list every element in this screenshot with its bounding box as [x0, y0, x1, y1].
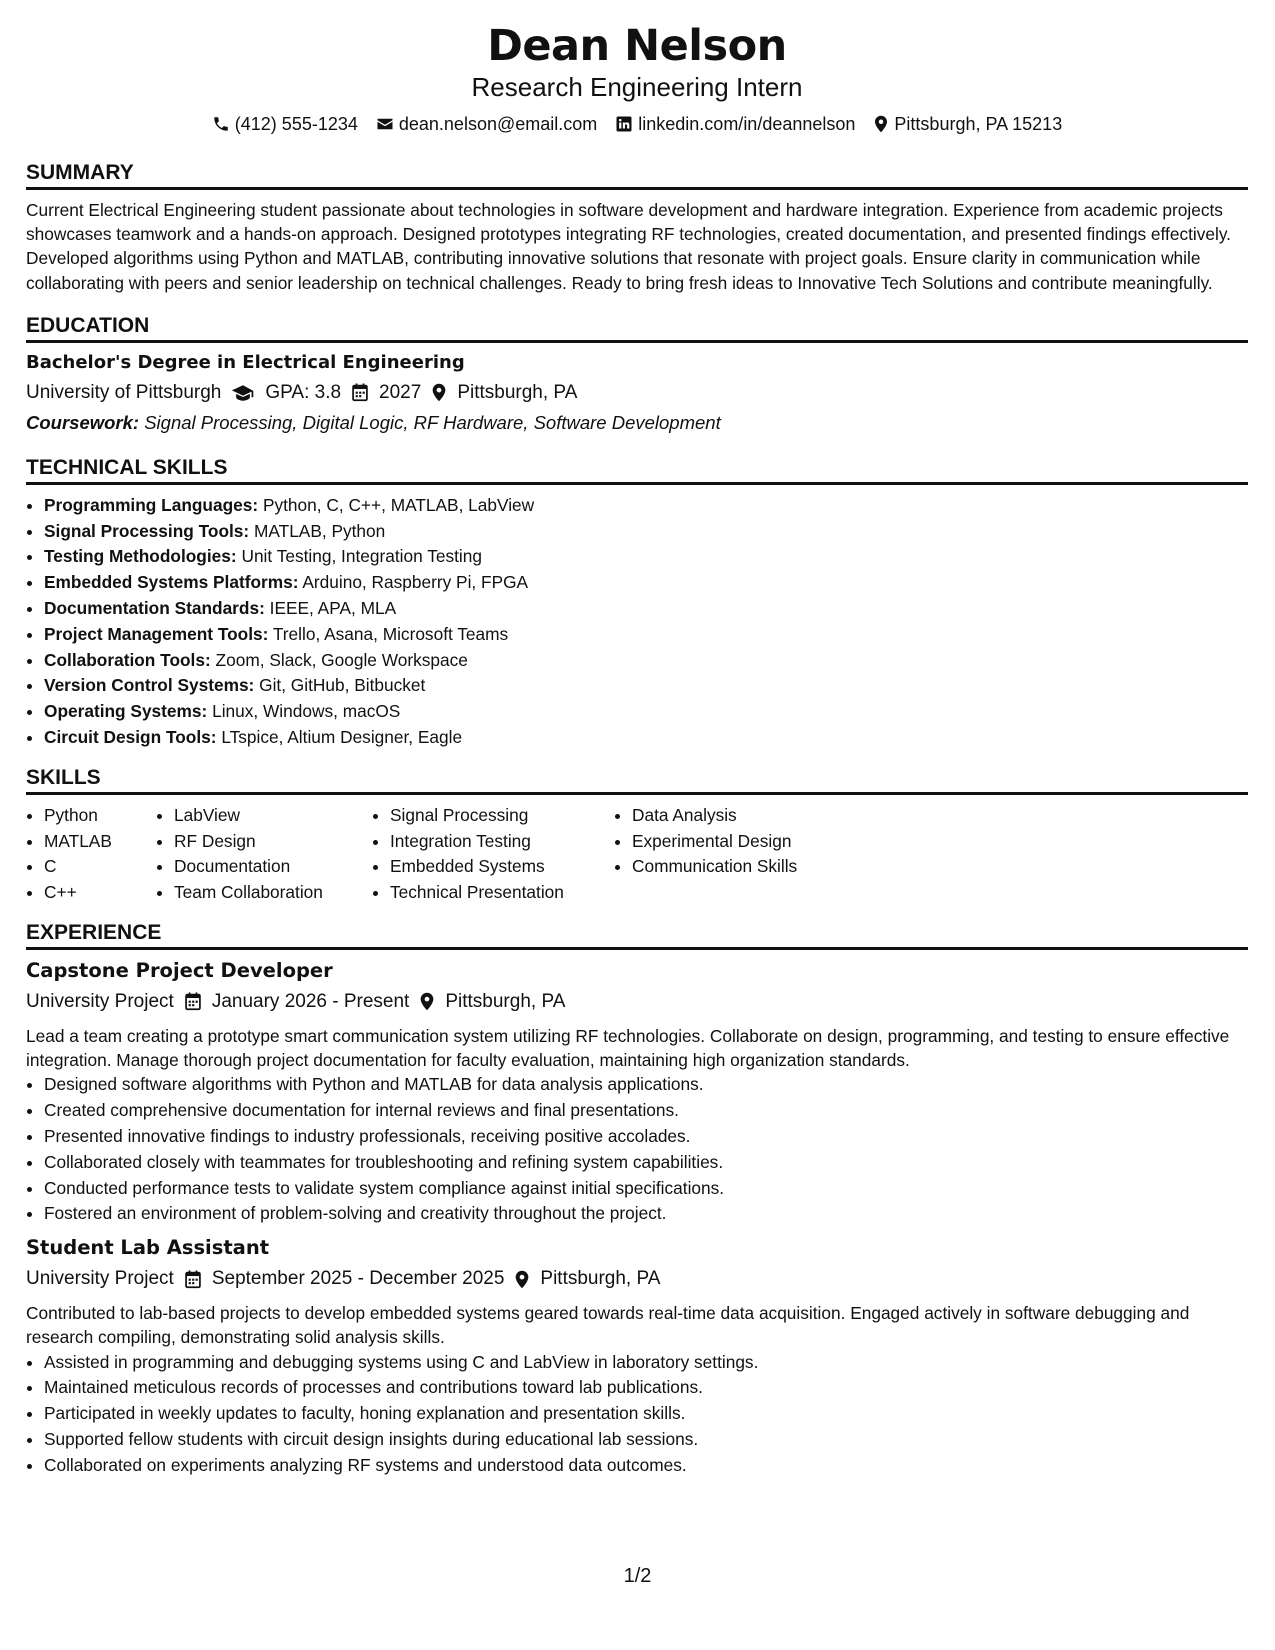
summary-section: [26, 160, 1248, 295]
list-item: • Collaborated on experiments analyzing RF systems and understood data outcomes.: [44, 1453, 1248, 1479]
list-item: [44, 725, 1248, 751]
list-item: [44, 519, 1248, 545]
education-heading: EDUCATION: [26, 313, 1248, 343]
skills-section: [26, 765, 1248, 906]
list-item: • Conducted performance tests to validate system compliance against initial specifications.: [44, 1176, 1248, 1202]
list-item: [44, 648, 1248, 674]
linkedin-icon: [615, 115, 633, 133]
list-item: • LabView: [174, 803, 372, 829]
job-description: Lead a team creating a prototype smart communication system utilizing RF technologies. Collaborate on design, programming, and testing to ensure effective integration. Manage thorough project documentation for faculty evaluation, maintaining high organization standards.: [26, 1025, 1230, 1071]
list-item: • Fostered an environment of problem-solving and creativity throughout the project.: [44, 1201, 1248, 1227]
technical-skills-heading: TECHNICAL SKILLS: [26, 455, 1248, 485]
job-dates: September 2025 - December 2025: [211, 1268, 505, 1290]
contact-email: [376, 112, 597, 136]
skill-label: Operating Systems:: [44, 701, 208, 722]
skills-column-2: [156, 803, 372, 906]
skills-column-4: [614, 803, 872, 906]
list-item: • Experimental Design: [632, 829, 872, 855]
skill-label: Testing Methodologies:: [44, 546, 237, 567]
envelope-icon: [376, 115, 394, 133]
calendar-icon: [351, 383, 369, 402]
technical-skills-section: [26, 455, 1248, 751]
list-item: • MATLAB: [44, 829, 156, 855]
list-item: [44, 622, 1248, 648]
calendar-icon: [184, 992, 202, 1011]
list-item: • RF Design: [174, 829, 372, 855]
job-description: Contributed to lab-based projects to develop embedded systems geared towards real-time data acquisition. Engaged actively in software debugging and research compiling, demonstrating solid analysis skills.: [26, 1303, 1190, 1348]
location-text: Pittsburgh, PA 15213: [894, 114, 1063, 134]
skill-value: IEEE, APA, MLA: [269, 598, 397, 618]
list-item: • Integration Testing: [390, 829, 614, 855]
list-item: • Python: [44, 803, 156, 829]
job-entry: [26, 1235, 1248, 1478]
list-item: [44, 493, 1248, 519]
skill-label: Circuit Design Tools:: [44, 726, 217, 747]
job-title: Capstone Project Developer: [26, 958, 333, 982]
contact-linkedin: [615, 112, 855, 136]
job-location: Pittsburgh, PA: [540, 1268, 661, 1290]
list-item: • Embedded Systems: [390, 854, 614, 880]
list-item: • Created comprehensive documentation for internal reviews and final presentations.: [44, 1098, 1248, 1124]
list-item: • Team Collaboration: [174, 880, 372, 906]
experience-section: [26, 920, 1248, 1479]
contact-location: [873, 112, 1062, 136]
list-item: • Collaborated closely with teammates for troubleshooting and refining system capabilities.: [44, 1150, 1248, 1176]
skills-columns: [26, 803, 1248, 906]
skills-column-1: [26, 803, 156, 906]
job-org: University Project: [26, 1268, 174, 1290]
skill-label: Signal Processing Tools:: [44, 520, 250, 541]
linkedin-text: linkedin.com/in/deannelson: [638, 114, 856, 134]
technical-skills-list: [26, 493, 1248, 751]
list-item: • Technical Presentation: [390, 880, 614, 906]
education-section: [26, 313, 1248, 437]
list-item: [44, 596, 1248, 622]
list-item: • Communication Skills: [632, 854, 872, 880]
skill-label: Documentation Standards:: [44, 598, 265, 618]
education-meta: [26, 379, 1248, 407]
list-item: • Presented innovative findings to industry professionals, receiving positive accolades.: [44, 1124, 1248, 1150]
skills-heading: SKILLS: [26, 765, 1248, 795]
skill-value: Unit Testing, Integration Testing: [241, 546, 482, 567]
list-item: • Assisted in programming and debugging systems using C and LabView in laboratory settings.: [44, 1350, 1248, 1376]
job-entry: [26, 958, 1248, 1227]
page-number: 1/2: [623, 1565, 652, 1587]
job-bullets: [26, 1072, 1248, 1227]
skill-value: MATLAB, Python: [254, 520, 386, 541]
degree-title: Bachelor's Degree in Electrical Engineering: [26, 351, 465, 373]
skill-label: Project Management Tools:: [44, 623, 269, 644]
list-item: • Documentation: [174, 854, 372, 880]
phone-text: (412) 555-1234: [234, 114, 358, 134]
list-item: • C: [44, 854, 156, 880]
job-meta: [26, 1265, 1248, 1293]
list-item: [44, 570, 1248, 596]
skill-value: Trello, Asana, Microsoft Teams: [272, 623, 509, 644]
skill-value: Python, C, C++, MATLAB, LabView: [262, 494, 535, 515]
list-item: • Designed software algorithms with Python and MATLAB for data analysis applications.: [44, 1072, 1248, 1098]
job-dates: January 2026 - Present: [211, 990, 410, 1012]
map-pin-icon: [419, 992, 435, 1011]
school-name: University of Pittsburgh: [26, 381, 222, 403]
coursework-line: [26, 409, 1248, 437]
list-item: • Data Analysis: [632, 803, 872, 829]
job-location: Pittsburgh, PA: [445, 990, 566, 1012]
skill-value: LTspice, Altium Designer, Eagle: [221, 726, 463, 747]
education-location: Pittsburgh, PA: [457, 381, 578, 403]
candidate-role: Research Engineering Intern: [471, 72, 803, 102]
job-meta: [26, 988, 1248, 1016]
contact-phone: [212, 112, 358, 136]
skill-value: Git, GitHub, Bitbucket: [259, 675, 426, 696]
skills-column-3: [372, 803, 614, 906]
graduation-year: 2027: [379, 381, 422, 403]
gpa-text: GPA: 3.8: [265, 381, 342, 403]
coursework-list: Signal Processing, Digital Logic, RF Hardware, Software Development: [144, 411, 721, 433]
skill-label: Programming Languages:: [44, 494, 259, 515]
skill-value: Linux, Windows, macOS: [212, 701, 401, 722]
skill-label: Embedded Systems Platforms:: [44, 572, 299, 593]
list-item: • Signal Processing: [390, 803, 614, 829]
job-title: Student Lab Assistant: [26, 1236, 270, 1260]
skill-label: Collaboration Tools:: [44, 649, 211, 670]
candidate-name: Dean Nelson: [487, 21, 787, 71]
phone-icon: [212, 115, 230, 133]
resume-header: [26, 20, 1248, 136]
resume-page: [26, 20, 1248, 1479]
map-pin-icon: [431, 383, 447, 402]
list-item: [44, 673, 1248, 699]
skill-value: Arduino, Raspberry Pi, FPGA: [302, 572, 529, 593]
contact-line: [26, 112, 1248, 136]
map-pin-icon: [514, 1270, 530, 1289]
calendar-icon: [184, 1270, 202, 1289]
summary-text: Current Electrical Engineering student passionate about technologies in software development and hardware integration. Experience from academic projects showcases teamwork and a hands-on approach. Designed prototypes integrating RF technologies, created documentation, and presented findings effectively. Developed algorithms using Python and MATLAB, contributing innovative solutions that resonate with project goals. Ensure clarity in communication while collaborating with peers and senior leadership on technical challenges. Ready to bring fresh ideas to Innovative Tech Solutions and contribute meaningfully.: [26, 200, 1231, 293]
list-item: • Supported fellow students with circuit design insights during educational lab sessions.: [44, 1427, 1248, 1453]
list-item: [44, 544, 1248, 570]
email-text: dean.nelson@email.com: [398, 114, 598, 134]
list-item: [44, 699, 1248, 725]
coursework-label: Coursework:: [26, 411, 140, 433]
skill-value: Zoom, Slack, Google Workspace: [215, 649, 468, 670]
graduation-cap-icon: [231, 384, 255, 402]
job-org: University Project: [26, 990, 174, 1012]
list-item: • C++: [44, 880, 156, 906]
job-bullets: [26, 1350, 1248, 1479]
list-item: • Participated in weekly updates to faculty, honing explanation and presentation skills.: [44, 1401, 1248, 1427]
list-item: • Maintained meticulous records of processes and contributions toward lab publications.: [44, 1375, 1248, 1401]
experience-heading: EXPERIENCE: [26, 920, 1248, 950]
summary-heading: SUMMARY: [26, 160, 1248, 190]
map-pin-icon: [873, 115, 889, 133]
skill-label: Version Control Systems:: [44, 675, 255, 696]
